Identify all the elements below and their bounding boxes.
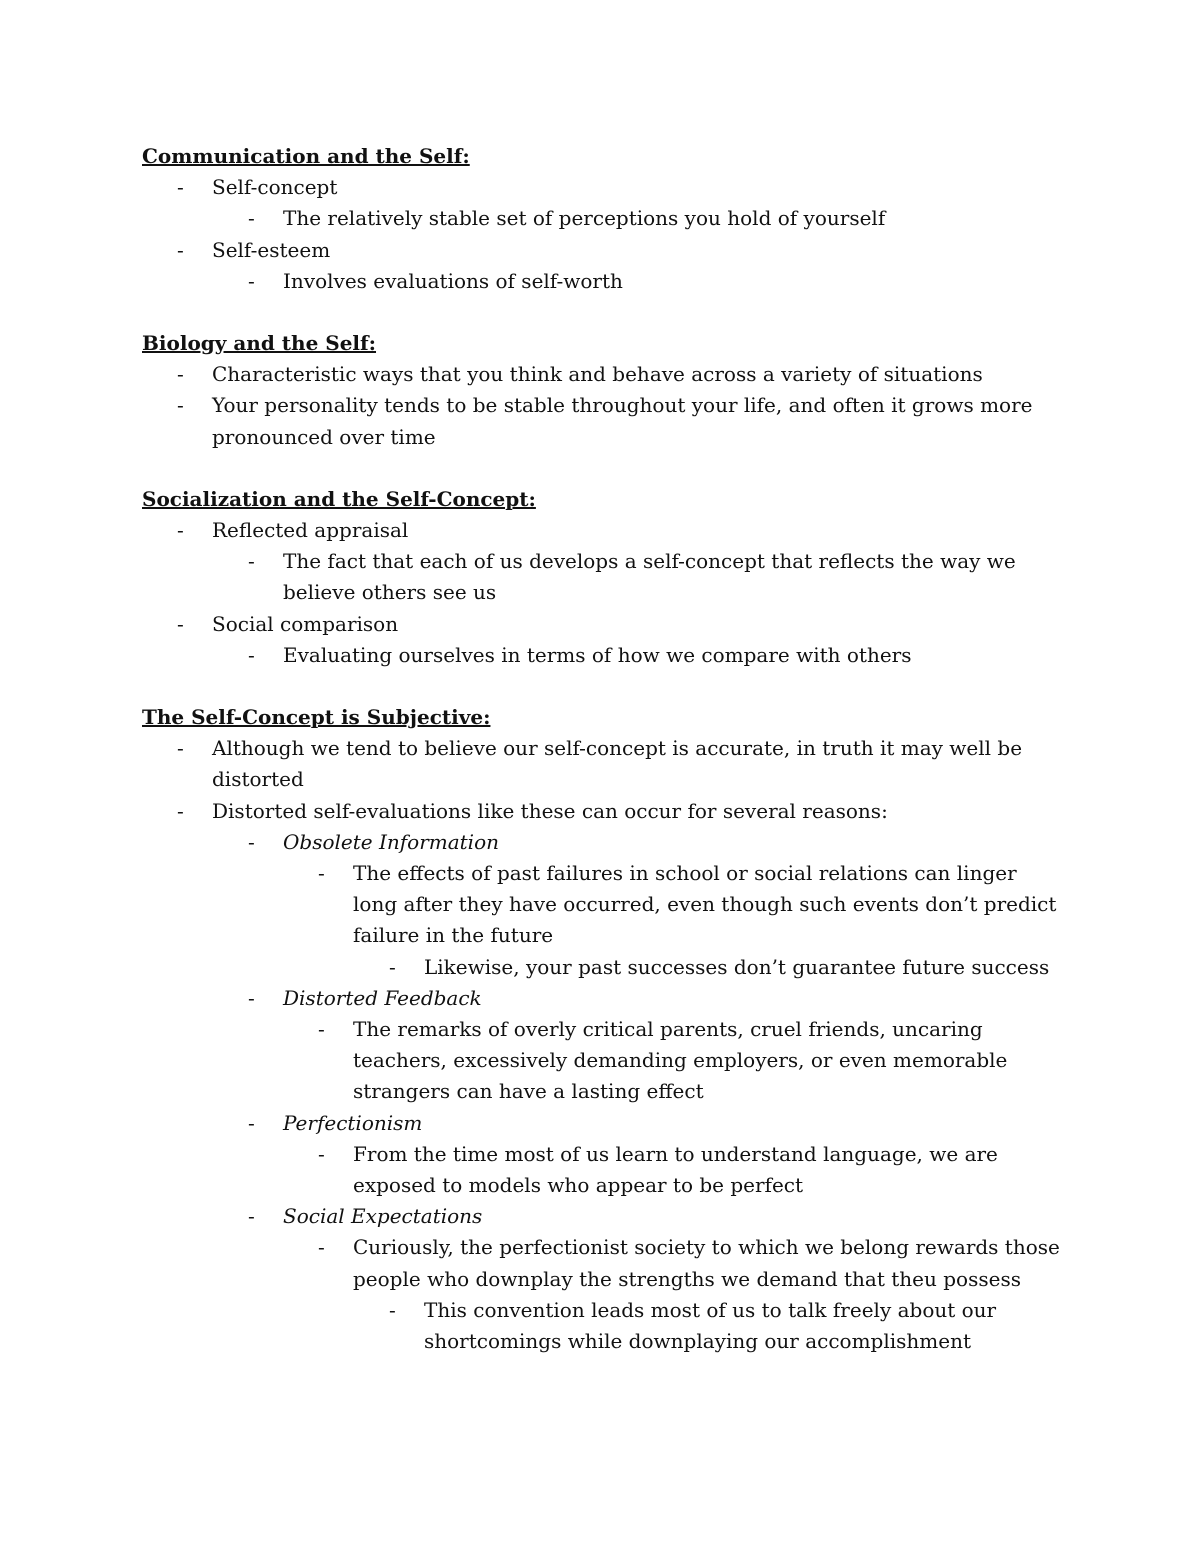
bullet-dash: - [318,861,325,885]
bullet-dash: - [177,517,184,542]
section-communication-and-the-self [142,141,1062,297]
list-item-text: The relatively stable set of perceptions you hold of yourself [283,206,886,231]
list-item-text: The effects of past failures in school or social relations can linger long after they have occurred, even though such events don’t predict failure in the future [353,861,1057,948]
subheading-perfectionism: Perfectionism [283,1110,423,1135]
subheading-social-expectations: Social Expectations [283,1204,483,1229]
section-socialization-and-the-self-concept [142,484,1062,671]
list-item-text: Involves evaluations of self-worth [283,268,623,293]
list-item-text: Self-concept [212,175,338,200]
list-item-text: Likewise, your past successes don’t guarantee future success [424,954,1050,979]
list-item [142,609,1062,640]
section-the-self-concept-is-subjective [142,702,1062,1357]
list-item [142,983,1062,1014]
section-heading: The Self-Concept is Subjective: [142,705,491,729]
subheading-distorted-feedback: Distorted Feedback [283,985,482,1010]
list-item [142,515,1062,546]
bullet-dash: - [318,1141,325,1166]
list-item-text: Social comparison [212,611,399,636]
list-item-text: Evaluating ourselves in terms of how we compare with others [283,642,912,667]
list-item [142,827,1062,858]
section-heading: Socialization and the Self-Concept: [142,486,536,511]
bullet-dash: - [177,393,184,418]
list-item-text: Your personality tends to be stable throughout your life, and often it grows more pronounced over time [212,393,1033,449]
bullet-dash: - [318,1235,325,1260]
bullet-dash: - [248,642,255,667]
list-item-text: Reflected appraisal [212,517,409,542]
list-item [142,1108,1062,1139]
list-item [142,1295,1062,1357]
bullet-dash: - [177,736,184,761]
bullet-dash: - [248,1110,255,1135]
list-item-text: The remarks of overly critical parents, cruel friends, uncaring teachers, excessively demanding employers, or even memorable strangers can have a lasting effect [353,1017,1008,1104]
bullet-dash: - [248,829,255,854]
list-item [142,235,1062,266]
list-item [142,546,1062,608]
bullet-dash: - [177,175,184,200]
list-item-text: Although we tend to believe our self-concept is accurate, in truth it may well be distorted [212,736,1023,792]
subheading-obsolete-information: Obsolete Information [283,829,499,854]
section-heading: Biology and the Self: [142,331,377,355]
list-item [142,1139,1062,1201]
section-heading: Communication and the Self: [142,144,470,168]
bullet-dash: - [248,549,255,574]
list-item [142,203,1062,234]
list-item [142,1014,1062,1108]
list-item-text: From the time most of us learn to understand language, we are exposed to models who appear to be perfect [353,1141,998,1198]
bullet-dash: - [389,1297,396,1322]
bullet-dash: - [248,1204,255,1229]
list-item-text: Self-esteem [212,237,331,262]
list-item-text: Curiously, the perfectionist society to which we belong rewards those people who downplay the strengths we demand that theu possess [353,1235,1060,1291]
list-item [142,1201,1062,1232]
bullet-dash: - [177,237,184,262]
list-item [142,390,1062,452]
section-biology-and-the-self [142,328,1062,453]
list-item [142,952,1062,983]
list-item-text: Characteristic ways that you think and behave across a variety of situations [212,362,983,387]
bullet-dash: - [248,985,255,1010]
list-item [142,1232,1062,1294]
list-item [142,266,1062,297]
bullet-dash: - [177,611,184,636]
bullet-dash: - [248,268,255,293]
list-item [142,733,1062,795]
bullet-dash: - [177,798,184,823]
document-body [142,141,1062,1388]
list-item [142,858,1062,952]
bullet-dash: - [318,1017,325,1042]
list-item-text: The fact that each of us develops a self-concept that reflects the way we believe others see us [283,549,1016,605]
bullet-dash: - [389,954,396,979]
list-item-text: Distorted self-evaluations like these can occur for several reasons: [212,798,888,823]
list-item [142,796,1062,827]
list-item [142,172,1062,203]
list-item-text: This convention leads most of us to talk freely about our shortcomings while downplaying our accomplishment [424,1297,997,1354]
list-item [142,640,1062,671]
bullet-dash: - [248,206,255,231]
list-item [142,359,1062,390]
bullet-dash: - [177,362,184,387]
